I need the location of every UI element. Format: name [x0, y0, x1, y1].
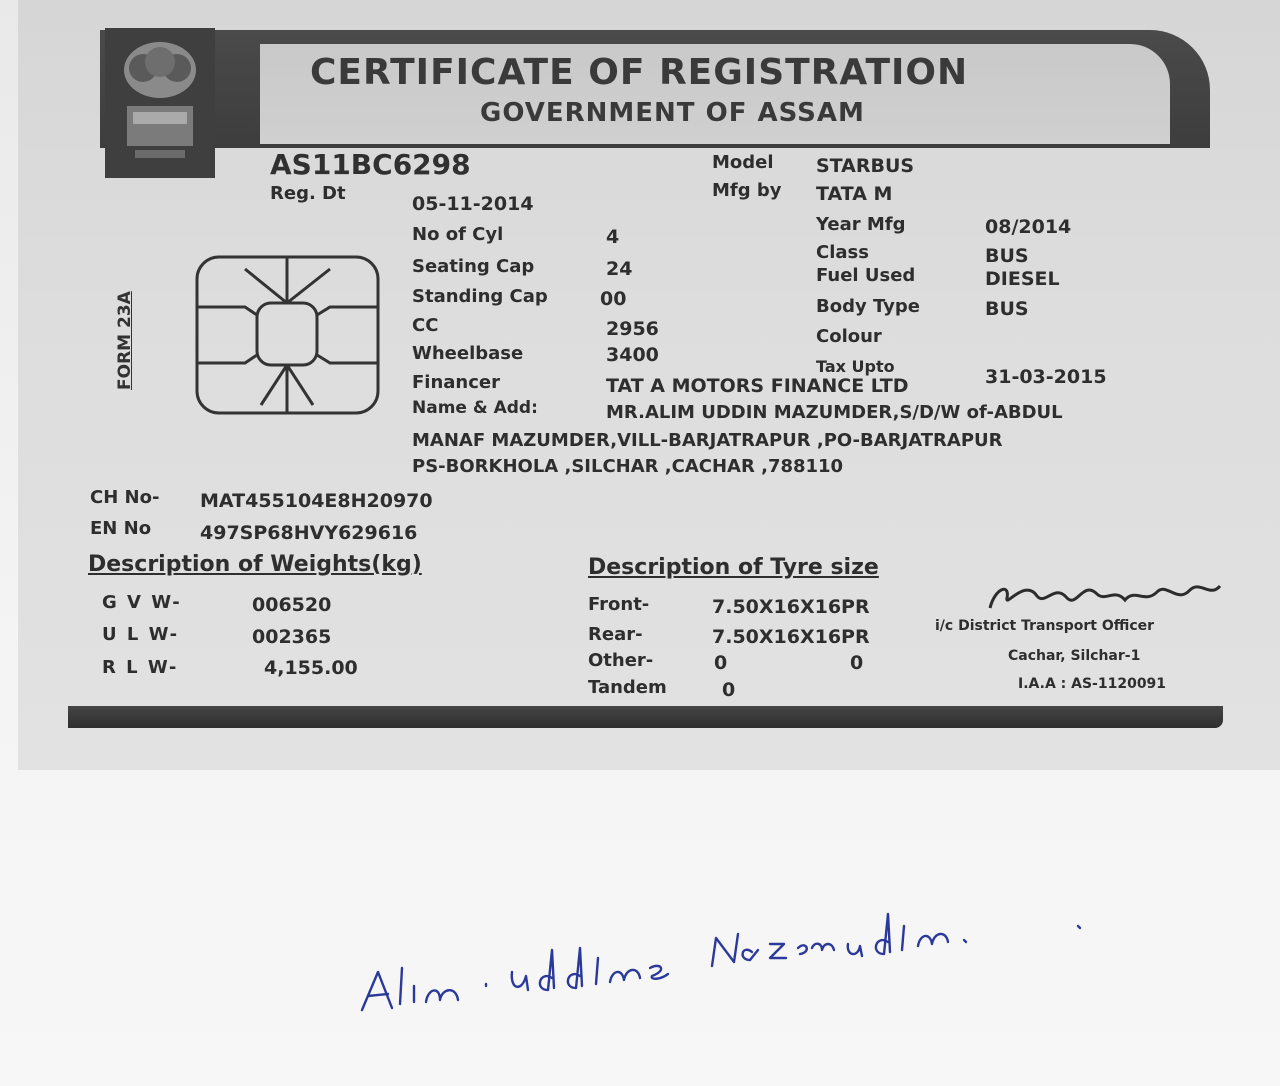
weight-value: 4,155.00 [264, 657, 358, 679]
field-value: 31-03-2015 [985, 366, 1107, 388]
field-value: TATA M [816, 183, 893, 205]
tyre-label: Tandem [588, 677, 667, 698]
tyre-value: 0 [722, 679, 736, 701]
field-value: 00 [600, 288, 627, 310]
field-value: BUS [985, 298, 1029, 320]
engine-number: 497SP68HVY629616 [200, 522, 418, 544]
field-label: Fuel Used [816, 265, 916, 286]
weight-value: 006520 [252, 594, 332, 616]
field-label: CC [412, 315, 439, 336]
tyre-value: 7.50X16X16PR [712, 596, 870, 618]
address-line: MANAF MAZUMDER,VILL-BARJATRAPUR ,PO-BARJATRAPUR [412, 430, 1003, 451]
chassis-number: MAT455104E8H20970 [200, 490, 433, 512]
field-label: Model [712, 152, 774, 173]
field-label: Standing Cap [412, 286, 548, 307]
engine-label: EN No [90, 518, 152, 539]
weight-value: 002365 [252, 626, 332, 648]
weight-label: R L W- [102, 657, 179, 678]
field-value: 2956 [606, 318, 659, 340]
field-label: Colour [816, 326, 882, 347]
field-label: Body Type [816, 296, 920, 317]
weight-label: U L W- [102, 624, 180, 645]
certificate-subtitle: GOVERNMENT OF ASSAM [480, 98, 865, 128]
weight-label: G V W- [102, 592, 182, 613]
address-line: PS-BORKHOLA ,SILCHAR ,CACHAR ,788110 [412, 456, 844, 477]
field-value: 24 [606, 258, 633, 280]
officer-title: i/c District Transport Officer [935, 618, 1155, 634]
tyre-value: 7.50X16X16PR [712, 626, 870, 648]
chassis-label: CH No- [90, 487, 160, 508]
officer-id: I.A.A : AS-1120091 [1018, 676, 1167, 692]
field-value: 3400 [606, 344, 659, 366]
address-line: MR.ALIM UDDIN MAZUMDER,S/D/W of-ABDUL [606, 402, 1063, 423]
field-value: STARBUS [816, 155, 915, 177]
field-value: DIESEL [985, 268, 1060, 290]
field-label: No of Cyl [412, 224, 504, 245]
weights-title: Description of Weights(kg) [88, 552, 422, 577]
form-label: FORM 23A [115, 291, 135, 390]
tyre-title: Description of Tyre size [588, 555, 879, 580]
registration-number: AS11BC6298 [270, 148, 471, 181]
field-label: Mfg by [712, 180, 782, 201]
tyre-label: Rear- [588, 624, 643, 645]
field-label: Class [816, 242, 869, 263]
certificate-title: CERTIFICATE OF REGISTRATION [310, 52, 969, 93]
field-value: 08/2014 [985, 216, 1072, 238]
field-label: Year Mfg [816, 214, 906, 235]
tyre-value: 0 [714, 652, 728, 674]
field-value: 4 [606, 226, 620, 248]
tyre-label: Front- [588, 594, 650, 615]
field-value: TAT A MOTORS FINANCE LTD [606, 375, 909, 397]
field-value: BUS [985, 245, 1029, 267]
field-label: Tax Upto [816, 357, 895, 376]
reg-date-value: 05-11-2014 [412, 193, 534, 215]
tyre-extra: 0 [850, 652, 864, 674]
field-label: Financer [412, 372, 500, 393]
officer-location: Cachar, Silchar-1 [1008, 648, 1141, 664]
field-label: Seating Cap [412, 256, 535, 277]
reg-date-label: Reg. Dt [270, 183, 346, 204]
field-label: Wheelbase [412, 343, 524, 364]
tyre-label: Other- [588, 650, 654, 671]
name-address-label: Name & Add: [412, 398, 538, 418]
